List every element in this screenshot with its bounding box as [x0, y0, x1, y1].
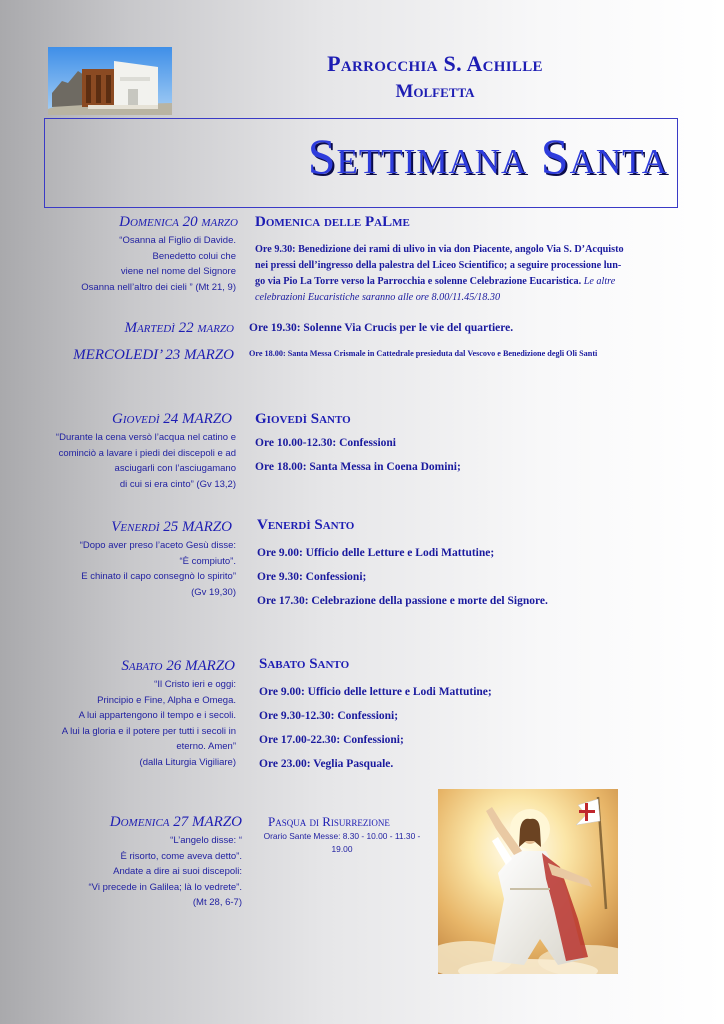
quote-line: “Vi precede in Galilea; là lo vedrete”.: [88, 881, 242, 893]
quote-line: “L’angelo disse: “: [170, 835, 242, 846]
quote-line: “Durante la cena versò l’acqua nel catino e: [55, 432, 236, 443]
quote-line: Andate a dire ai suoi discepoli:: [113, 866, 242, 877]
quote-line: (dalla Liturgia Vigiliare): [139, 756, 236, 768]
quote-line: (Gv 19,30): [191, 586, 236, 598]
date-domenica-20: Domenica 20 marzo: [119, 214, 238, 230]
text-line: nei pressi dell’ingresso della palestra del Liceo Scientifico; a seguire processione lun-: [255, 260, 622, 271]
quote-line: E chinato il capo consegnò lo spirito”: [81, 571, 236, 582]
schedule-line: Ore 17.00-22.30: Confessioni;: [259, 734, 404, 746]
quote-line: “È compiuto”.: [179, 555, 236, 567]
text-italic: Le altre: [583, 276, 616, 287]
schedule-line: Ore 9.00: Ufficio delle Letture e Lodi Mattutine;: [257, 547, 495, 559]
quote-line: eterno. Amen”: [176, 741, 236, 752]
schedule-line: Ore 10.00-12.30: Confessioni: [255, 437, 396, 449]
via-crucis-line: Ore 19.30: Solenne Via Crucis per le vie del quartiere.: [249, 322, 514, 334]
date-domenica-27: Domenica 27 MARZO: [109, 814, 242, 830]
quote-venerdi-25: [80, 538, 236, 600]
quote-line: cominciò a lavare i piedi dei discepoli e ad: [58, 447, 236, 459]
mass-times: [247, 830, 437, 856]
mass-times-line: 19.00: [331, 844, 353, 854]
date-mercoledi-23: MERCOLEDI’ 23 MARZO: [73, 347, 234, 363]
schedule-line: Ore 9.30-12.30: Confessioni;: [259, 710, 399, 722]
quote-domenica-20: [81, 233, 236, 295]
text-line: [255, 290, 624, 306]
parish-name: Parrocchia S. Achille: [327, 51, 543, 76]
text-line: Ore 9.30: Benedizione dei rami di ulivo in via don Piacente, angolo Via S. D’Acquisto: [255, 244, 624, 255]
schedule-line: Ore 18.00: Santa Messa in Coena Domini;: [255, 461, 461, 473]
schedule-line: Ore 17.30: Celebrazione della passione e morte del Signore.: [257, 595, 548, 607]
mass-times-line: Orario Sante Messe: 8.30 - 10.00 - 11.30 -: [263, 831, 421, 841]
text-segment: go via Pio La Torre verso la Parrocchia e solenne Celebrazione Eucaristica.: [255, 276, 582, 287]
section-title-palme: Domenica delle PaLme: [255, 214, 410, 230]
date-martedi-22: Martedì 22 marzo: [124, 320, 234, 336]
date-venerdi-25: Venerdì 25 MARZO: [111, 519, 232, 535]
quote-line: “Dopo aver preso l’aceto Gesù disse:: [79, 540, 236, 551]
quote-line: Principio e Fine, Alpha e Omega.: [97, 694, 236, 706]
quote-line: Osanna nell’altro dei cieli ” (Mt 21, 9): [81, 281, 236, 293]
parish-city: Molfetta: [395, 81, 475, 102]
quote-line: di cui si era cinto” (Gv 13,2): [119, 478, 236, 490]
palme-description: [255, 242, 624, 306]
quote-line: asciugarli con l’asciugamano: [114, 463, 236, 474]
text-line: [255, 274, 624, 290]
quote-line: viene nel nome del Signore: [120, 266, 236, 277]
messa-crismale-line: Ore 18.00: Santa Messa Crismale in Cattedrale presieduta dal Vescovo e Benedizione degli Oli Santi: [249, 349, 598, 358]
page-title: Settimana Santa: [307, 128, 668, 184]
quote-line: È risorto, come aveva detto”.: [120, 850, 242, 862]
schedule-line: Ore 9.30: Confessioni;: [257, 571, 367, 583]
schedule-line: Ore 23.00: Veglia Pasquale.: [259, 758, 394, 770]
risen-christ-image: [438, 789, 618, 974]
quote-line: Benedetto colui che: [152, 250, 236, 262]
date-giovedi-24: Giovedì 24 MARZO: [112, 411, 232, 427]
quote-line: “Il Cristo ieri e oggi:: [154, 679, 236, 690]
quote-giovedi-24: [56, 430, 236, 492]
quote-sabato-26: [62, 677, 236, 770]
section-title-sabato: Sabato Santo: [259, 656, 350, 672]
quote-line: A lui la gloria e il potere per tutti i secoli in: [61, 725, 236, 737]
section-title-giovedi: Giovedì Santo: [255, 411, 351, 427]
quote-line: “Osanna al Figlio di Davide.: [119, 235, 236, 246]
text-italic: celebrazioni Eucaristiche saranno alle ore 8.00/11.45/18.30: [255, 292, 501, 303]
section-title-pasqua: Pasqua di Risurrezione: [268, 814, 390, 829]
quote-line: A lui appartengono il tempo e i secoli.: [78, 710, 236, 721]
schedule-line: Ore 9.00: Ufficio delle letture e Lodi Mattutine;: [259, 686, 492, 698]
date-sabato-26: Sabato 26 MARZO: [121, 658, 235, 674]
section-title-venerdi: Venerdì Santo: [257, 517, 355, 533]
church-photo: [48, 47, 172, 115]
quote-line: (Mt 28, 6-7): [192, 897, 242, 908]
quote-domenica-27: [89, 833, 243, 911]
